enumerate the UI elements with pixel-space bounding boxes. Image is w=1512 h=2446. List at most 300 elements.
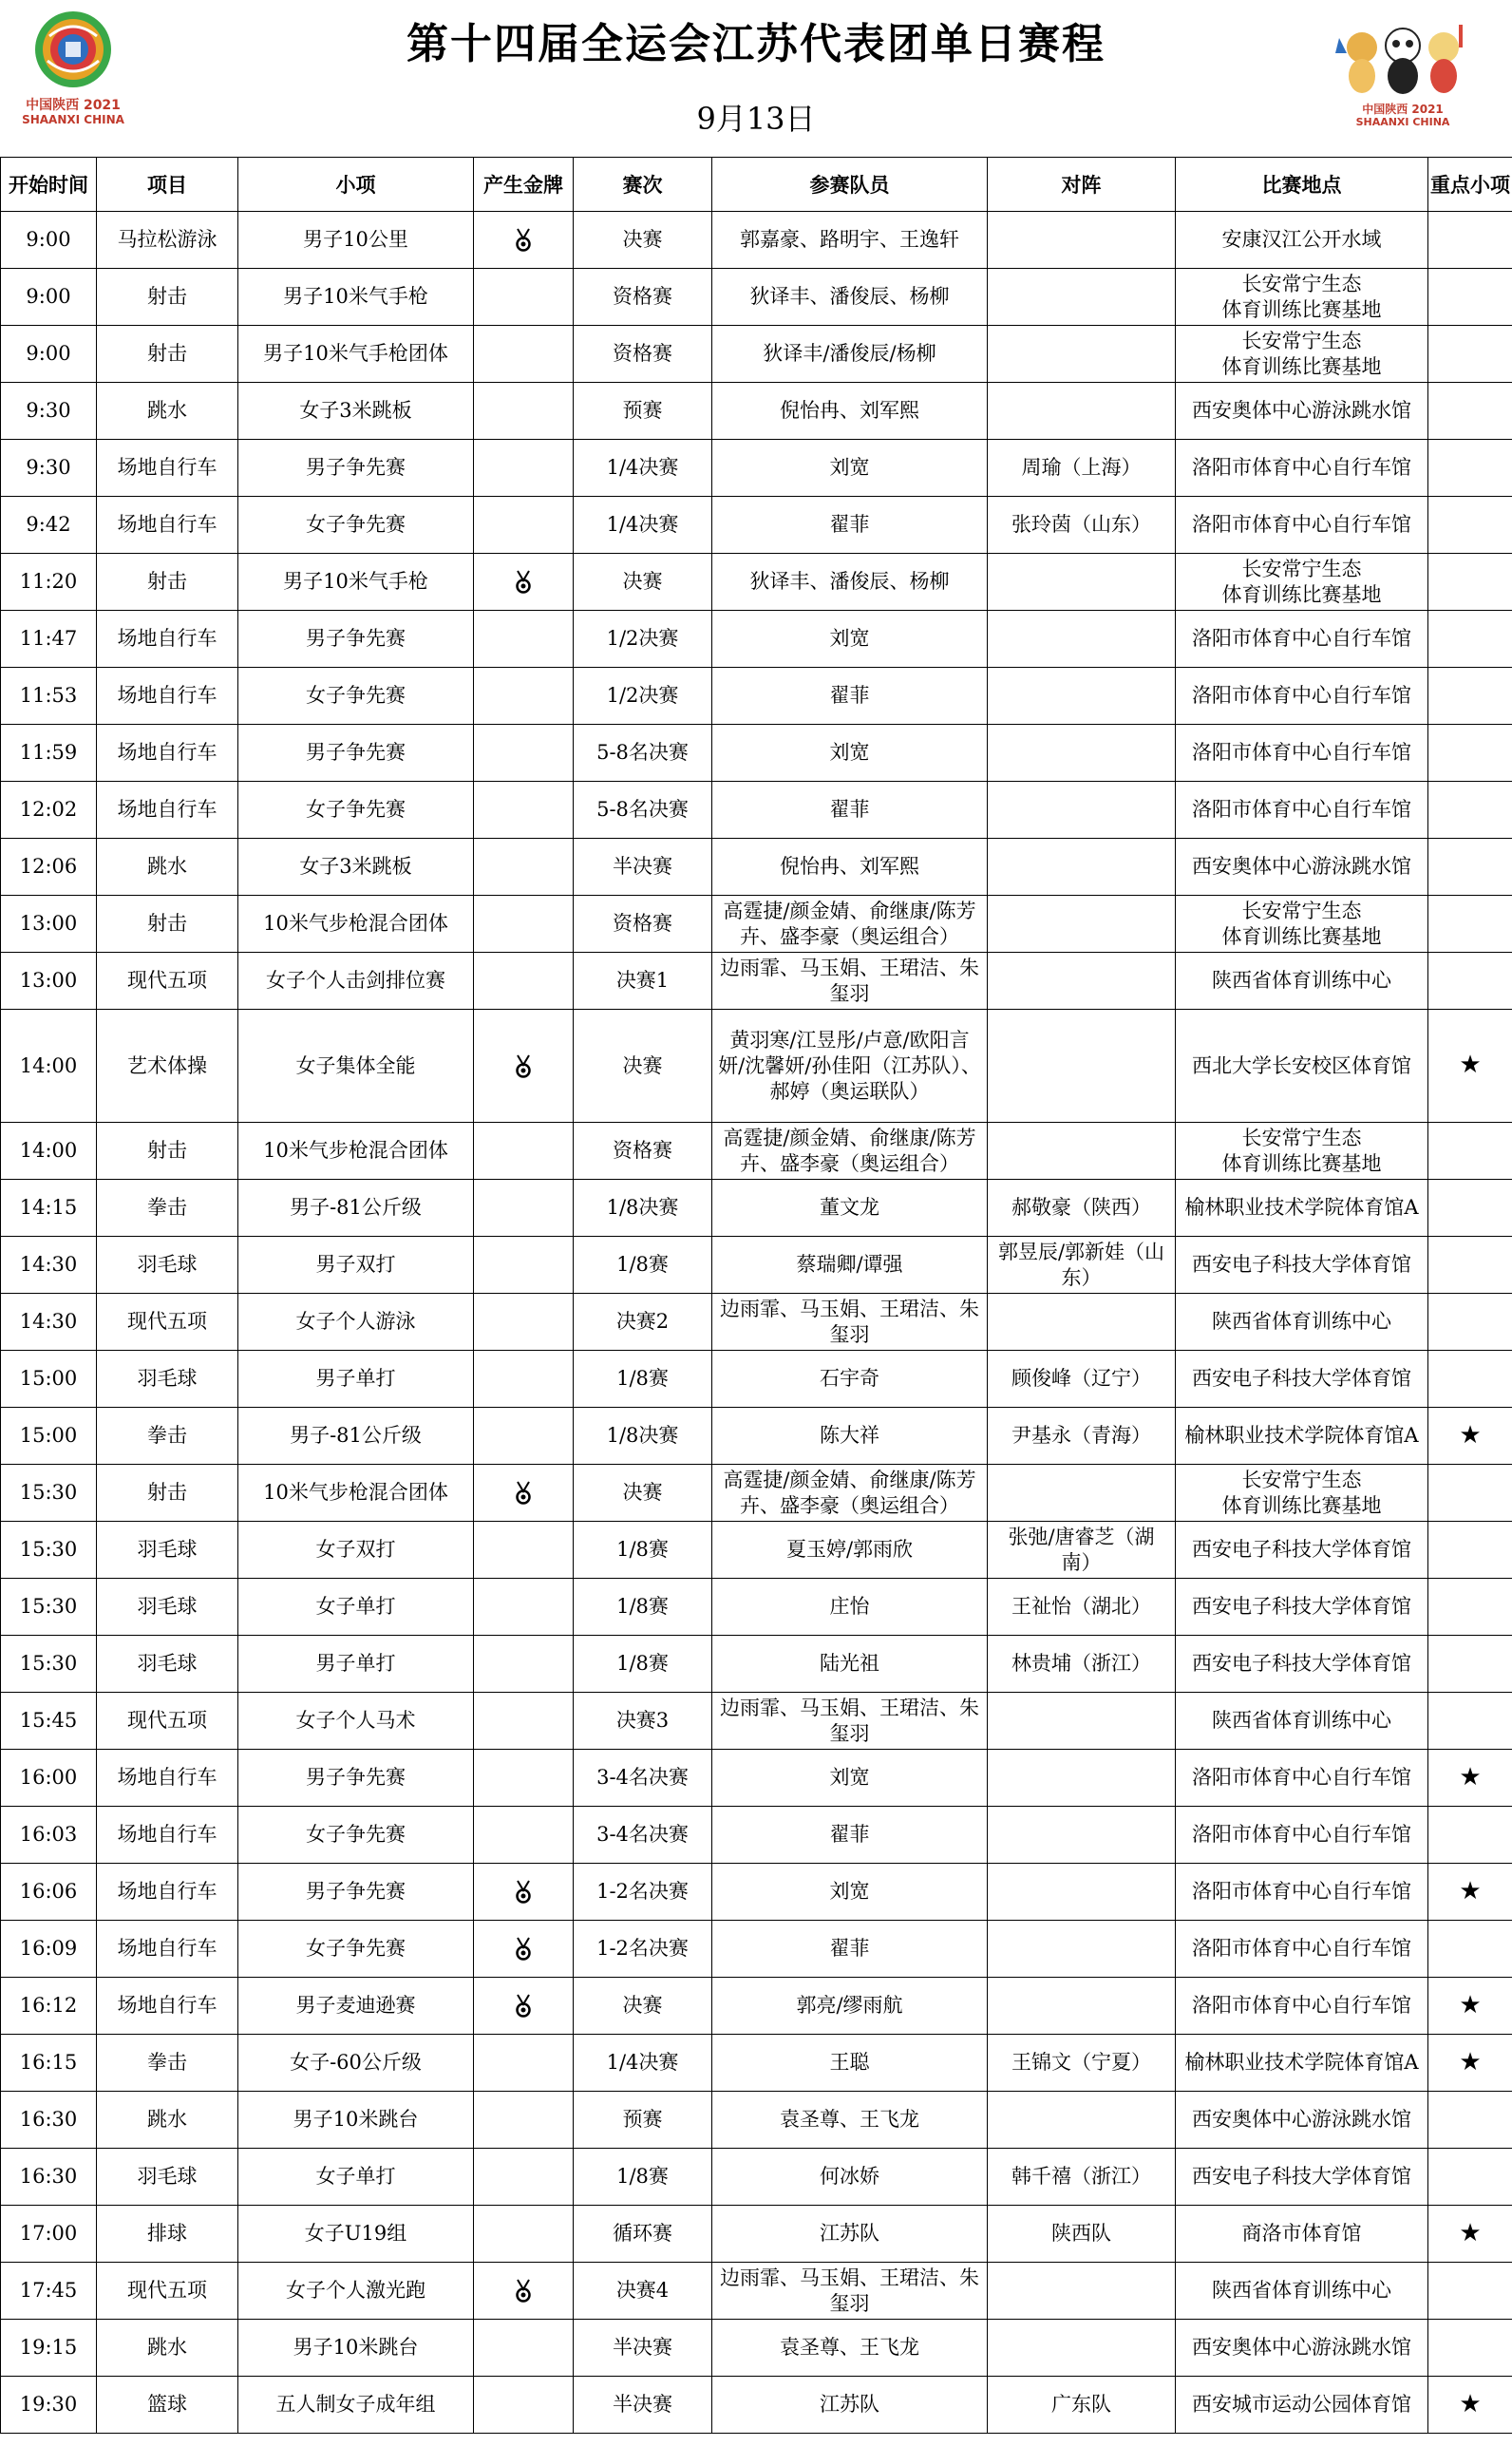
cell-opponent: [988, 212, 1176, 269]
table-row: [1, 497, 1512, 554]
gold-medal-icon: [515, 1994, 532, 2017]
cell-sport: 现代五项: [97, 1693, 238, 1750]
cell-venue: 陕西省体育训练中心: [1176, 2263, 1428, 2320]
cell-event: 女子争先赛: [238, 668, 474, 725]
cell-round: 1-2名决赛: [574, 1864, 712, 1921]
cell-opponent: 尹基永（青海）: [988, 1408, 1176, 1465]
cell-round: 1/8赛: [574, 1636, 712, 1693]
cell-round: 半决赛: [574, 839, 712, 896]
cell-key-event: [1428, 2377, 1512, 2434]
cell-venue: 榆林职业技术学院体育馆A: [1176, 1408, 1428, 1465]
cell-event: 女子个人激光跑: [238, 2263, 474, 2320]
cell-start-time: 16:30: [1, 2092, 97, 2149]
cell-key-event: [1428, 1864, 1512, 1921]
cell-start-time: 14:30: [1, 1294, 97, 1351]
cell-start-time: 15:45: [1, 1693, 97, 1750]
cell-opponent: [988, 2092, 1176, 2149]
cell-event: 女子3米跳板: [238, 839, 474, 896]
cell-round: 1/8赛: [574, 1237, 712, 1294]
cell-key-event: [1428, 668, 1512, 725]
cell-event: 男子争先赛: [238, 1750, 474, 1807]
table-row: [1, 1237, 1512, 1294]
cell-start-time: 11:53: [1, 668, 97, 725]
col-header-athletes: 参赛队员: [712, 158, 988, 212]
cell-athletes: 刘宽: [712, 1750, 988, 1807]
gold-medal-icon: [515, 570, 532, 593]
table-row: [1, 1522, 1512, 1579]
cell-round: 资格赛: [574, 326, 712, 383]
table-row: [1, 1465, 1512, 1522]
cell-key-event: [1428, 1408, 1512, 1465]
cell-gold-medal: [474, 2206, 574, 2263]
cell-key-event: [1428, 1237, 1512, 1294]
cell-event: 男子10公里: [238, 212, 474, 269]
cell-opponent: [988, 839, 1176, 896]
cell-gold-medal: [474, 782, 574, 839]
cell-gold-medal: [474, 440, 574, 497]
cell-round: 1/8赛: [574, 2149, 712, 2206]
cell-venue: 洛阳市体育中心自行车馆: [1176, 1978, 1428, 2035]
cell-venue: 陕西省体育训练中心: [1176, 953, 1428, 1010]
cell-round: 决赛: [574, 554, 712, 611]
cell-athletes: 倪怡冉、刘军熙: [712, 383, 988, 440]
cell-athletes: 翟菲: [712, 1921, 988, 1978]
table-row: [1, 2263, 1512, 2320]
cell-event: 女子争先赛: [238, 1921, 474, 1978]
cell-athletes: 黄羽寒/江昱彤/卢意/欧阳言妍/沈馨妍/孙佳阳（江苏队）、郝婷（奥运联队）: [712, 1010, 988, 1123]
cell-key-event: [1428, 2035, 1512, 2092]
cell-athletes: 陆光祖: [712, 1636, 988, 1693]
cell-opponent: 王锦文（宁夏）: [988, 2035, 1176, 2092]
cell-opponent: [988, 896, 1176, 953]
cell-event: 10米气步枪混合团体: [238, 896, 474, 953]
cell-athletes: 郭亮/缪雨航: [712, 1978, 988, 2035]
cell-start-time: 16:12: [1, 1978, 97, 2035]
cell-event: 女子双打: [238, 1522, 474, 1579]
key-event-star-icon: ★: [1459, 1762, 1482, 1792]
table-row: [1, 668, 1512, 725]
cell-gold-medal: [474, 1750, 574, 1807]
cell-round: 1/8赛: [574, 1522, 712, 1579]
cell-venue: 洛阳市体育中心自行车馆: [1176, 782, 1428, 839]
cell-sport: 羽毛球: [97, 1522, 238, 1579]
cell-start-time: 16:09: [1, 1921, 97, 1978]
cell-gold-medal: [474, 1351, 574, 1408]
cell-opponent: 林贵埔（浙江）: [988, 1636, 1176, 1693]
cell-athletes: 翟菲: [712, 497, 988, 554]
cell-opponent: 郭昱辰/郭新娃（山东）: [988, 1237, 1176, 1294]
cell-event: 女子争先赛: [238, 782, 474, 839]
cell-start-time: 9:30: [1, 440, 97, 497]
cell-opponent: [988, 953, 1176, 1010]
cell-gold-medal: [474, 896, 574, 953]
cell-gold-medal: [474, 1864, 574, 1921]
cell-venue: 西安奥体中心游泳跳水馆: [1176, 839, 1428, 896]
cell-key-event: [1428, 1010, 1512, 1123]
cell-gold-medal: [474, 1807, 574, 1864]
cell-sport: 场地自行车: [97, 1807, 238, 1864]
cell-round: 资格赛: [574, 269, 712, 326]
cell-sport: 羽毛球: [97, 1351, 238, 1408]
cell-round: 半决赛: [574, 2377, 712, 2434]
cell-key-event: [1428, 896, 1512, 953]
cell-opponent: 韩千禧（浙江）: [988, 2149, 1176, 2206]
cell-sport: 射击: [97, 269, 238, 326]
cell-round: 决赛: [574, 1010, 712, 1123]
table-row: [1, 1864, 1512, 1921]
cell-key-event: [1428, 212, 1512, 269]
cell-gold-medal: [474, 1237, 574, 1294]
cell-start-time: 11:59: [1, 725, 97, 782]
cell-start-time: 9:00: [1, 326, 97, 383]
cell-start-time: 14:00: [1, 1123, 97, 1180]
cell-opponent: [988, 1465, 1176, 1522]
cell-opponent: 张弛/唐睿芝（湖南）: [988, 1522, 1176, 1579]
cell-venue: 西安电子科技大学体育馆: [1176, 1522, 1428, 1579]
cell-start-time: 11:47: [1, 611, 97, 668]
cell-sport: 羽毛球: [97, 1579, 238, 1636]
cell-event: 女子争先赛: [238, 497, 474, 554]
cell-venue: 洛阳市体育中心自行车馆: [1176, 1864, 1428, 1921]
cell-athletes: 何冰娇: [712, 2149, 988, 2206]
cell-opponent: [988, 2263, 1176, 2320]
cell-opponent: [988, 554, 1176, 611]
col-header-round: 赛次: [574, 158, 712, 212]
key-event-star-icon: ★: [1459, 1876, 1482, 1906]
cell-key-event: [1428, 269, 1512, 326]
cell-sport: 羽毛球: [97, 2149, 238, 2206]
mascots-icon: [1332, 19, 1474, 99]
cell-opponent: [988, 269, 1176, 326]
cell-venue: 长安常宁生态 体育训练比赛基地: [1176, 554, 1428, 611]
cell-key-event: [1428, 2263, 1512, 2320]
cell-venue: 商洛市体育馆: [1176, 2206, 1428, 2263]
key-event-star-icon: ★: [1459, 1420, 1482, 1450]
cell-venue: 洛阳市体育中心自行车馆: [1176, 1807, 1428, 1864]
cell-venue: 西安电子科技大学体育馆: [1176, 1351, 1428, 1408]
cell-key-event: [1428, 1465, 1512, 1522]
table-row: [1, 440, 1512, 497]
table-row: [1, 2377, 1512, 2434]
cell-gold-medal: [474, 953, 574, 1010]
cell-sport: 射击: [97, 326, 238, 383]
cell-opponent: [988, 326, 1176, 383]
cell-start-time: 16:03: [1, 1807, 97, 1864]
table-row: [1, 383, 1512, 440]
cell-opponent: [988, 1294, 1176, 1351]
cell-round: 决赛2: [574, 1294, 712, 1351]
cell-round: 5-8名决赛: [574, 725, 712, 782]
cell-athletes: 边雨霏、马玉娟、王珺洁、朱玺羽: [712, 1294, 988, 1351]
cell-gold-medal: [474, 497, 574, 554]
cell-venue: 西安电子科技大学体育馆: [1176, 2149, 1428, 2206]
cell-gold-medal: [474, 725, 574, 782]
cell-event: 女子个人击剑排位赛: [238, 953, 474, 1010]
cell-key-event: [1428, 1351, 1512, 1408]
cell-round: 1/2决赛: [574, 668, 712, 725]
cell-sport: 场地自行车: [97, 1864, 238, 1921]
cell-round: 1/8赛: [574, 1351, 712, 1408]
cell-event: 女子-60公斤级: [238, 2035, 474, 2092]
cell-athletes: 高霆捷/颜金婧、俞继康/陈芳卉、盛李豪（奥运组合）: [712, 896, 988, 953]
cell-sport: 射击: [97, 896, 238, 953]
cell-opponent: [988, 383, 1176, 440]
table-row: [1, 1180, 1512, 1237]
cell-gold-medal: [474, 2263, 574, 2320]
cell-start-time: 12:06: [1, 839, 97, 896]
gold-medal-icon: [515, 1880, 532, 1903]
cell-gold-medal: [474, 611, 574, 668]
cell-venue: 西安电子科技大学体育馆: [1176, 1237, 1428, 1294]
cell-athletes: 陈大祥: [712, 1408, 988, 1465]
cell-gold-medal: [474, 269, 574, 326]
cell-gold-medal: [474, 1579, 574, 1636]
table-row: [1, 896, 1512, 953]
cell-sport: 艺术体操: [97, 1010, 238, 1123]
table-row: [1, 953, 1512, 1010]
cell-sport: 现代五项: [97, 953, 238, 1010]
cell-sport: 羽毛球: [97, 1636, 238, 1693]
cell-start-time: 16:06: [1, 1864, 97, 1921]
table-header-row: [1, 158, 1512, 212]
cell-event: 女子3米跳板: [238, 383, 474, 440]
cell-event: 女子个人游泳: [238, 1294, 474, 1351]
gold-medal-icon: [515, 2279, 532, 2302]
key-event-star-icon: ★: [1459, 2047, 1482, 2076]
table-row: [1, 1351, 1512, 1408]
cell-start-time: 9:30: [1, 383, 97, 440]
cell-event: 男子10米气手枪: [238, 554, 474, 611]
cell-opponent: [988, 1978, 1176, 2035]
cell-venue: 洛阳市体育中心自行车馆: [1176, 1921, 1428, 1978]
table-row: [1, 326, 1512, 383]
cell-key-event: [1428, 1978, 1512, 2035]
cell-athletes: 刘宽: [712, 611, 988, 668]
cell-key-event: [1428, 1807, 1512, 1864]
table-row: [1, 2092, 1512, 2149]
table-row: [1, 1636, 1512, 1693]
cell-event: 男子争先赛: [238, 611, 474, 668]
cell-start-time: 15:30: [1, 1579, 97, 1636]
table-row: [1, 212, 1512, 269]
cell-athletes: 江苏队: [712, 2206, 988, 2263]
table-row: [1, 1921, 1512, 1978]
cell-round: 决赛: [574, 1978, 712, 2035]
cell-venue: 西安电子科技大学体育馆: [1176, 1579, 1428, 1636]
cell-opponent: [988, 611, 1176, 668]
cell-sport: 现代五项: [97, 1294, 238, 1351]
cell-athletes: 袁圣尊、王飞龙: [712, 2320, 988, 2377]
table-row: [1, 1010, 1512, 1123]
cell-event: 男子争先赛: [238, 725, 474, 782]
cell-start-time: 12:02: [1, 782, 97, 839]
table-row: [1, 839, 1512, 896]
cell-round: 资格赛: [574, 896, 712, 953]
cell-venue: 长安常宁生态 体育训练比赛基地: [1176, 269, 1428, 326]
cell-key-event: [1428, 1693, 1512, 1750]
cell-round: 3-4名决赛: [574, 1750, 712, 1807]
cell-round: 1-2名决赛: [574, 1921, 712, 1978]
cell-key-event: [1428, 2149, 1512, 2206]
table-row: [1, 611, 1512, 668]
cell-round: 决赛: [574, 1465, 712, 1522]
cell-start-time: 13:00: [1, 896, 97, 953]
cell-opponent: [988, 1807, 1176, 1864]
cell-venue: 榆林职业技术学院体育馆A: [1176, 2035, 1428, 2092]
cell-key-event: [1428, 2092, 1512, 2149]
cell-start-time: 15:30: [1, 1522, 97, 1579]
cell-event: 五人制女子成年组: [238, 2377, 474, 2434]
cell-gold-medal: [474, 2092, 574, 2149]
cell-sport: 拳击: [97, 2035, 238, 2092]
cell-event: 10米气步枪混合团体: [238, 1465, 474, 1522]
cell-sport: 跳水: [97, 2320, 238, 2377]
cell-opponent: [988, 1921, 1176, 1978]
schedule-body: [1, 212, 1512, 2434]
cell-opponent: [988, 668, 1176, 725]
cell-gold-medal: [474, 1294, 574, 1351]
cell-athletes: 翟菲: [712, 1807, 988, 1864]
cell-start-time: 19:15: [1, 2320, 97, 2377]
cell-round: 决赛3: [574, 1693, 712, 1750]
cell-venue: 西安城市运动公园体育馆: [1176, 2377, 1428, 2434]
cell-athletes: 边雨霏、马玉娟、王珺洁、朱玺羽: [712, 1693, 988, 1750]
cell-event: 男子10米气手枪: [238, 269, 474, 326]
cell-event: 女子争先赛: [238, 1807, 474, 1864]
table-row: [1, 1978, 1512, 2035]
cell-athletes: 董文龙: [712, 1180, 988, 1237]
cell-gold-medal: [474, 554, 574, 611]
cell-key-event: [1428, 1750, 1512, 1807]
cell-start-time: 16:00: [1, 1750, 97, 1807]
gold-medal-icon: [515, 1937, 532, 1960]
cell-gold-medal: [474, 212, 574, 269]
cell-sport: 场地自行车: [97, 611, 238, 668]
cell-round: 预赛: [574, 383, 712, 440]
table-row: [1, 2320, 1512, 2377]
gold-medal-icon: [515, 1481, 532, 1504]
cell-start-time: 17:45: [1, 2263, 97, 2320]
table-row: [1, 1750, 1512, 1807]
cell-venue: 洛阳市体育中心自行车馆: [1176, 440, 1428, 497]
cell-key-event: [1428, 1579, 1512, 1636]
col-header-event: 小项: [238, 158, 474, 212]
cell-key-event: [1428, 1522, 1512, 1579]
cell-key-event: [1428, 1921, 1512, 1978]
cell-opponent: [988, 725, 1176, 782]
cell-opponent: 张玲茵（山东）: [988, 497, 1176, 554]
cell-start-time: 11:20: [1, 554, 97, 611]
cell-venue: 长安常宁生态 体育训练比赛基地: [1176, 1465, 1428, 1522]
table-row: [1, 1579, 1512, 1636]
cell-start-time: 16:30: [1, 2149, 97, 2206]
cell-gold-medal: [474, 1010, 574, 1123]
cell-venue: 洛阳市体育中心自行车馆: [1176, 725, 1428, 782]
cell-athletes: 边雨霏、马玉娟、王珺洁、朱玺羽: [712, 953, 988, 1010]
cell-athletes: 庄怡: [712, 1579, 988, 1636]
mascots-logo: [1332, 19, 1474, 131]
cell-opponent: 周瑜（上海）: [988, 440, 1176, 497]
schedule-date: 9月13日: [696, 101, 816, 137]
cell-key-event: [1428, 725, 1512, 782]
cell-start-time: 9:00: [1, 269, 97, 326]
table-row: [1, 1693, 1512, 1750]
cell-round: 1/4决赛: [574, 2035, 712, 2092]
col-header-venue: 比赛地点: [1176, 158, 1428, 212]
cell-key-event: [1428, 2206, 1512, 2263]
table-row: [1, 782, 1512, 839]
cell-round: 循环赛: [574, 2206, 712, 2263]
cell-opponent: [988, 1864, 1176, 1921]
cell-athletes: 狄译丰、潘俊辰、杨柳: [712, 554, 988, 611]
cell-venue: 洛阳市体育中心自行车馆: [1176, 497, 1428, 554]
table-row: [1, 2206, 1512, 2263]
cell-sport: 排球: [97, 2206, 238, 2263]
cell-venue: 西安奥体中心游泳跳水馆: [1176, 2320, 1428, 2377]
cell-sport: 场地自行车: [97, 440, 238, 497]
cell-sport: 拳击: [97, 1180, 238, 1237]
cell-key-event: [1428, 1180, 1512, 1237]
cell-sport: 拳击: [97, 1408, 238, 1465]
col-header-start-time: 开始时间: [1, 158, 97, 212]
cell-round: 决赛4: [574, 2263, 712, 2320]
cell-opponent: 广东队: [988, 2377, 1176, 2434]
cell-sport: 场地自行车: [97, 782, 238, 839]
cell-event: 男子-81公斤级: [238, 1408, 474, 1465]
cell-gold-medal: [474, 1636, 574, 1693]
logo-right-caption: 中国陕西 2021: [1362, 103, 1444, 116]
cell-sport: 场地自行车: [97, 1750, 238, 1807]
cell-event: 男子10米跳台: [238, 2092, 474, 2149]
cell-event: 男子单打: [238, 1351, 474, 1408]
cell-start-time: 9:42: [1, 497, 97, 554]
cell-round: 5-8名决赛: [574, 782, 712, 839]
cell-key-event: [1428, 440, 1512, 497]
cell-athletes: 夏玉婷/郭雨欣: [712, 1522, 988, 1579]
cell-sport: 射击: [97, 554, 238, 611]
cell-venue: 西安奥体中心游泳跳水馆: [1176, 383, 1428, 440]
cell-sport: 跳水: [97, 839, 238, 896]
table-row: [1, 554, 1512, 611]
key-event-star-icon: ★: [1459, 2389, 1482, 2418]
cell-gold-medal: [474, 668, 574, 725]
cell-sport: 跳水: [97, 383, 238, 440]
cell-athletes: 倪怡冉、刘军熙: [712, 839, 988, 896]
table-row: [1, 725, 1512, 782]
cell-gold-medal: [474, 1180, 574, 1237]
cell-key-event: [1428, 326, 1512, 383]
cell-athletes: 狄译丰/潘俊辰/杨柳: [712, 326, 988, 383]
cell-venue: 洛阳市体育中心自行车馆: [1176, 1750, 1428, 1807]
cell-event: 女子单打: [238, 2149, 474, 2206]
cell-sport: 场地自行车: [97, 497, 238, 554]
cell-key-event: [1428, 554, 1512, 611]
cell-start-time: 15:30: [1, 1636, 97, 1693]
cell-gold-medal: [474, 1693, 574, 1750]
cell-gold-medal: [474, 1123, 574, 1180]
table-row: [1, 2035, 1512, 2092]
cell-sport: 射击: [97, 1465, 238, 1522]
cell-venue: 长安常宁生态 体育训练比赛基地: [1176, 896, 1428, 953]
cell-athletes: 边雨霏、马玉娟、王珺洁、朱玺羽: [712, 2263, 988, 2320]
cell-venue: 洛阳市体育中心自行车馆: [1176, 611, 1428, 668]
logo-left-caption: 中国陕西 2021: [26, 98, 121, 113]
cell-sport: 马拉松游泳: [97, 212, 238, 269]
col-header-key-event: 重点小项: [1428, 158, 1512, 212]
cell-event: 女子个人马术: [238, 1693, 474, 1750]
cell-start-time: 15:00: [1, 1351, 97, 1408]
cell-start-time: 14:15: [1, 1180, 97, 1237]
